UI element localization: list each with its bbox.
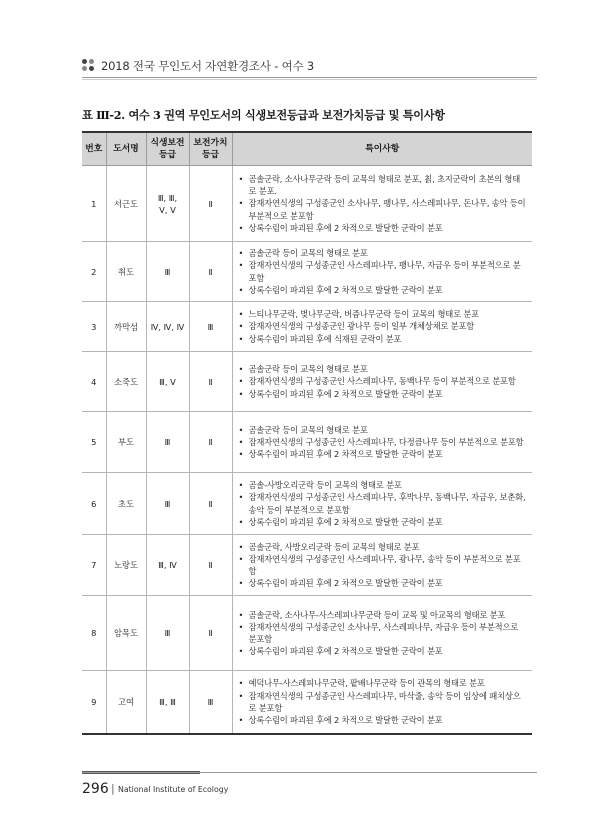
notes-list [239, 247, 528, 296]
footer-organization: National Institute of Ecology [118, 785, 229, 794]
value-grade: Ⅱ [189, 412, 232, 473]
note-item: • 상록수림이 파괴된 후에 2 차적으로 발달한 군락이 분포 [239, 284, 528, 296]
veg-grade: Ⅲ, Ⅲ, Ⅴ, Ⅴ [146, 166, 189, 242]
veg-grade: Ⅲ, Ⅴ [146, 352, 189, 412]
note-item: • 상록수림이 파괴된 후에 2 차적으로 발달한 군락이 분포 [239, 516, 528, 528]
col-header-notes: 특이사항 [232, 132, 532, 166]
note-item: • 잠재자연식생의 구성종군인 사스레피나무, 후박나무, 동백나무, 자금우, 보춘화, 송악 등이 부분적으로 분포함 [239, 491, 528, 515]
table-row [82, 535, 532, 596]
table-row [82, 242, 532, 302]
note-item: • 예덕나무-사스레피나무군락, 팥배나무군락 등이 관목의 형태로 분포 [239, 677, 528, 689]
notes-cell [232, 412, 532, 473]
note-item: • 잠재자연식생의 구성종군인 사스레피나무, 다정큼나무 등이 부분적으로 분포함 [239, 436, 528, 448]
row-number: 2 [82, 242, 106, 302]
row-number: 9 [82, 671, 106, 734]
notes-list [239, 308, 528, 345]
note-item: • 곰솔-사방오리군락 등이 교목의 형태로 분포 [239, 479, 528, 491]
page-number: 296 [82, 781, 109, 797]
note-item: • 잠재자연식생의 구성종군인 소사나무, 사스레피나무, 자금우 등이 부분적으로 분포함 [239, 621, 528, 645]
notes-cell [232, 242, 532, 302]
notes-cell [232, 535, 532, 596]
note-item: • 곰솔군락 등이 교목의 형태로 분포 [239, 363, 528, 375]
row-number: 3 [82, 302, 106, 352]
table-row [82, 596, 532, 671]
col-header-value-grade: 보전가치 등급 [189, 132, 232, 166]
value-grade: Ⅲ [189, 671, 232, 734]
notes-list [239, 541, 528, 590]
note-item: • 잠재자연식생의 구성종군인 사스레피나무, 동백나무 등이 부분적으로 분포함 [239, 375, 528, 387]
notes-list [239, 609, 528, 658]
note-item: • 곰솔군락 등이 교목의 형태로 분포 [239, 247, 528, 259]
veg-grade: Ⅲ [146, 242, 189, 302]
island-name: 초도 [106, 473, 146, 535]
col-header-no: 번호 [82, 132, 106, 166]
veg-grade: Ⅳ, Ⅳ, Ⅳ [146, 302, 189, 352]
table-header-row [82, 132, 532, 166]
notes-list [239, 363, 528, 400]
col-header-veg-grade: 식생보전 등급 [146, 132, 189, 166]
notes-list [239, 479, 528, 528]
note-item: • 잠재자연식생의 구성종군인 소사나무, 팽나무, 사스레피나무, 돈나무, 송악 등이 부분적으로 분포함 [239, 197, 528, 221]
notes-cell [232, 671, 532, 734]
note-item: • 상록수림이 파괴된 후에 2 차적으로 발달한 군락이 분포 [239, 448, 528, 460]
island-name: 서근도 [106, 166, 146, 242]
veg-grade: Ⅲ [146, 596, 189, 671]
value-grade: Ⅲ [189, 302, 232, 352]
row-number: 6 [82, 473, 106, 535]
value-grade: Ⅱ [189, 166, 232, 242]
island-name: 부도 [106, 412, 146, 473]
note-item: • 잠재자연식생의 구성종군인 사스레피나무, 광나무, 송악 등이 부분적으로 분포함 [239, 553, 528, 577]
vegetation-grade-table [82, 131, 532, 735]
veg-grade: Ⅲ, Ⅲ [146, 671, 189, 734]
island-name: 노랑도 [106, 535, 146, 596]
notes-cell [232, 166, 532, 242]
note-item: • 곰솔군락, 사방오리군락 등이 교목의 형태로 분포 [239, 541, 528, 553]
note-item: • 잠재자연식생의 구성종군인 사스레피나무, 팽나무, 자금우 등이 부분적으로 분포함 [239, 259, 528, 283]
note-item: • 상록수림이 파괴된 후에 2 차적으로 발달한 군락이 분포 [239, 645, 528, 657]
notes-cell [232, 302, 532, 352]
logo-dots-icon [82, 59, 95, 71]
table-row [82, 166, 532, 242]
row-number: 4 [82, 352, 106, 412]
island-name: 취도 [106, 242, 146, 302]
note-item: • 상록수림이 파괴된 후에 식재된 군락이 분포 [239, 333, 528, 345]
note-item: • 상록수림이 파괴된 후에 2 차적으로 발달한 군락이 분포 [239, 714, 528, 726]
footer-separator: | [111, 782, 115, 795]
note-item: • 곰솔군락, 소사나무-사스레피나무군락 등이 교목 및 아교목의 형태로 분포 [239, 609, 528, 621]
header-title: 2018 전국 무인도서 자연환경조사 - 여수 3 [101, 59, 314, 73]
col-header-island: 도서명 [106, 132, 146, 166]
table-row [82, 671, 532, 734]
row-number: 8 [82, 596, 106, 671]
table-row [82, 302, 532, 352]
notes-list [239, 677, 528, 726]
island-name: 까막섬 [106, 302, 146, 352]
row-number: 5 [82, 412, 106, 473]
note-item: • 잠재자연식생의 구성종군인 광나무 등이 일부 개체상채로 분포함 [239, 320, 528, 332]
value-grade: Ⅱ [189, 596, 232, 671]
note-item: • 곰솔군락, 소사나무군락 등이 교목의 형태로 분포, 칡, 초지군락이 초본의 형태로 분포. [239, 173, 528, 197]
row-number: 7 [82, 535, 106, 596]
notes-cell [232, 596, 532, 671]
table-row [82, 352, 532, 412]
value-grade: Ⅱ [189, 473, 232, 535]
island-name: 고여 [106, 671, 146, 734]
value-grade: Ⅱ [189, 352, 232, 412]
veg-grade: Ⅲ, Ⅳ [146, 535, 189, 596]
notes-list [239, 424, 528, 461]
value-grade: Ⅱ [189, 242, 232, 302]
veg-grade: Ⅲ [146, 412, 189, 473]
value-grade: Ⅱ [189, 535, 232, 596]
running-header [82, 56, 537, 76]
notes-cell [232, 473, 532, 535]
table-row [82, 473, 532, 535]
note-item: • 곰솔군락 등이 교목의 형태로 분포 [239, 424, 528, 436]
veg-grade: Ⅲ [146, 473, 189, 535]
header-divider [82, 77, 537, 78]
note-item: • 상록수림이 파괴된 후에 2 차적으로 발달한 군락이 분포 [239, 222, 528, 234]
island-name: 소죽도 [106, 352, 146, 412]
table-row [82, 412, 532, 473]
footer-divider [82, 772, 537, 773]
notes-cell [232, 352, 532, 412]
row-number: 1 [82, 166, 106, 242]
note-item: • 잠재자연식생의 구성종군인 사스레피나무, 마삭줄, 송악 등이 임상에 패치상으로 분포함 [239, 690, 528, 714]
header-divider-light [82, 79, 537, 80]
note-item: • 상록수림이 파괴된 후에 2 차적으로 발달한 군락이 분포 [239, 577, 528, 589]
table-title: 표 Ⅲ-2. 여수 3 권역 무인도서의 식생보전등급과 보전가치등급 및 특이사항 [82, 108, 445, 122]
notes-list [239, 173, 528, 234]
note-item: • 느티나무군락, 벚나무군락, 버즘나무군락 등이 교목의 형태로 분포 [239, 308, 528, 320]
island-name: 암목도 [106, 596, 146, 671]
note-item: • 상록수림이 파괴된 후에 2 차적으로 발달한 군락이 분포 [239, 388, 528, 400]
